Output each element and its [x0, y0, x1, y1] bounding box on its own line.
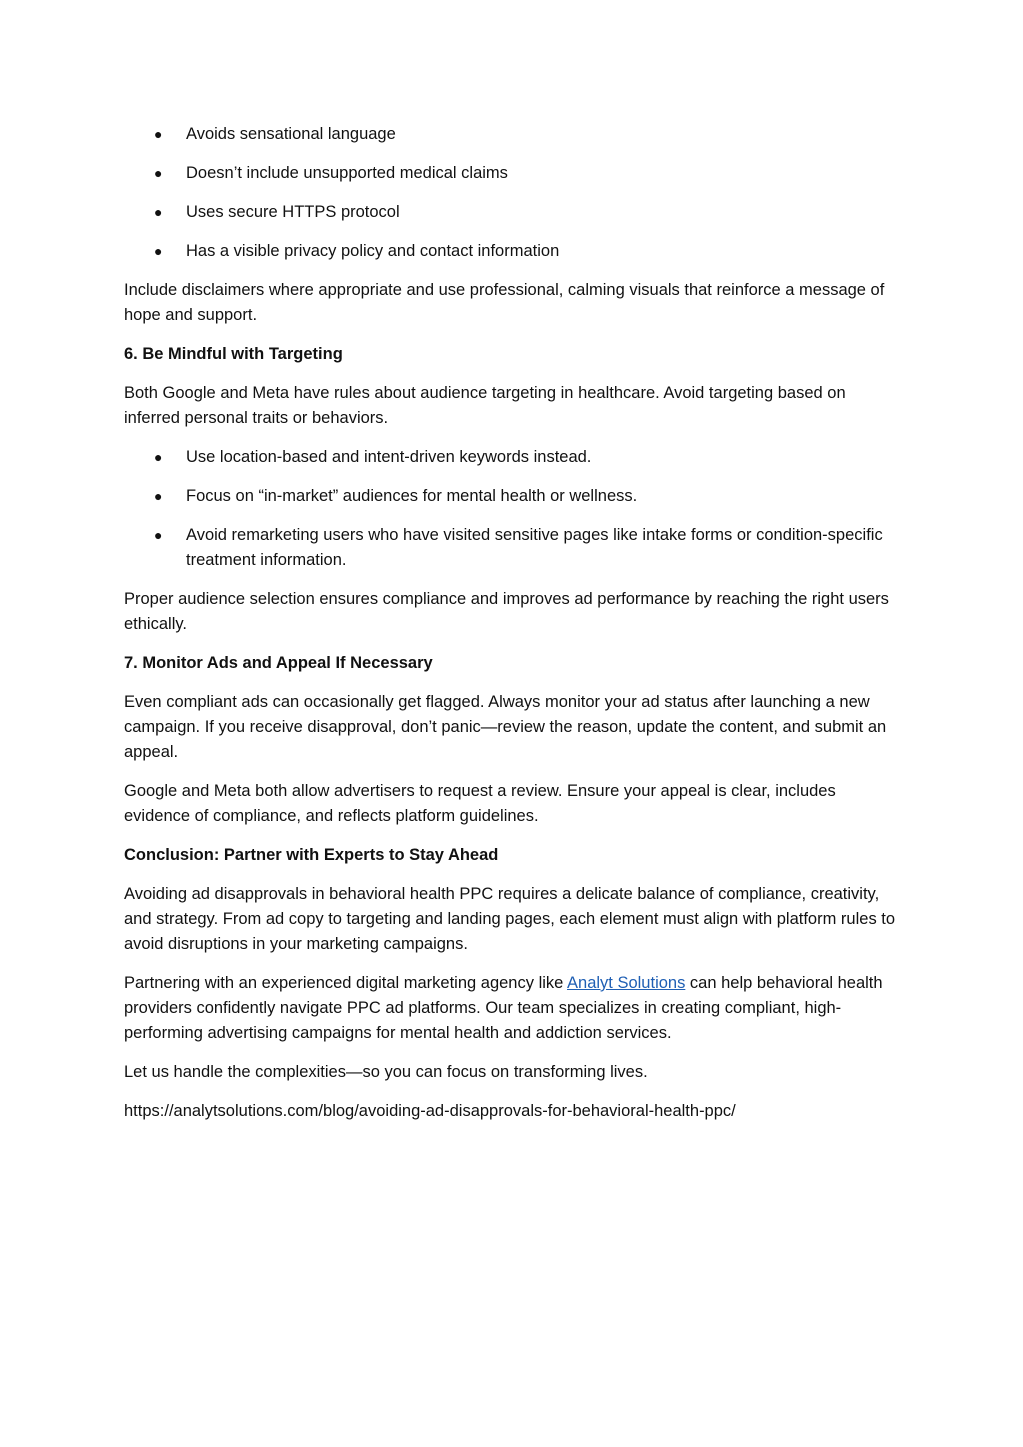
- closing-paragraph: Let us handle the complexities—so you can focus on transforming lives.: [124, 1063, 648, 1081]
- monitor-paragraph: Even compliant ads can occasionally get flagged. Always monitor your ad status after launching a new campaign. If you receive disapproval, don’t panic—review the reason, update the content, and submit an appeal.: [124, 693, 887, 761]
- bullet-icon: ●: [154, 449, 163, 465]
- compliance-checklist: [124, 122, 904, 264]
- conclusion-paragraph: Avoiding ad disapprovals in behavioral health PPC requires a delicate balance of compliance, creativity, and strategy. From ad copy to targeting and landing pages, each element must align with platform rules to avoid disruptions in your marketing campaigns.: [124, 885, 896, 953]
- bullet-icon: ●: [154, 204, 163, 220]
- list-item: ● Avoid remarketing users who have visited sensitive pages like intake forms or condition-specific treatment information.: [124, 523, 904, 573]
- disclaimers-paragraph: Include disclaimers where appropriate and use professional, calming visuals that reinforce a message of hope and support.: [124, 281, 885, 324]
- appeal-paragraph: Google and Meta both allow advertisers to request a review. Ensure your appeal is clear, includes evidence of compliance, and reflects platform guidelines.: [124, 782, 836, 825]
- targeting-list: [124, 445, 904, 573]
- audience-paragraph: Proper audience selection ensures compliance and improves ad performance by reaching the right users ethically.: [124, 590, 889, 633]
- bullet-icon: ●: [154, 126, 163, 142]
- section-heading-conclusion: Conclusion: Partner with Experts to Stay Ahead: [124, 846, 499, 864]
- source-url: https://analytsolutions.com/blog/avoiding-ad-disapprovals-for-behavioral-health-ppc/: [124, 1102, 736, 1120]
- list-item: ● Avoids sensational language: [124, 122, 904, 147]
- partner-paragraph: Partnering with an experienced digital marketing agency like Analyt Solutions can help behavioral health providers confidently navigate PPC ad platforms. Our team specializes in creating compliant, high-performing advertising campaigns for mental health and addiction services.: [124, 974, 883, 1042]
- targeting-paragraph: Both Google and Meta have rules about audience targeting in healthcare. Avoid targeting based on inferred personal traits or behaviors.: [124, 384, 846, 427]
- bullet-icon: ●: [154, 165, 163, 181]
- document-page: [124, 122, 904, 1138]
- bullet-icon: ●: [154, 488, 163, 504]
- list-item: ● Focus on “in-market” audiences for mental health or wellness.: [124, 484, 904, 509]
- list-item: ● Uses secure HTTPS protocol: [124, 200, 904, 225]
- section-heading-monitor: 7. Monitor Ads and Appeal If Necessary: [124, 654, 433, 672]
- analyt-solutions-link[interactable]: Analyt Solutions: [567, 974, 686, 992]
- list-item: ● Use location-based and intent-driven keywords instead.: [124, 445, 904, 470]
- bullet-icon: ●: [154, 243, 163, 259]
- section-heading-targeting: 6. Be Mindful with Targeting: [124, 345, 343, 363]
- bullet-icon: ●: [154, 527, 163, 543]
- list-item: ● Has a visible privacy policy and contact information: [124, 239, 904, 264]
- list-item: ● Doesn’t include unsupported medical claims: [124, 161, 904, 186]
